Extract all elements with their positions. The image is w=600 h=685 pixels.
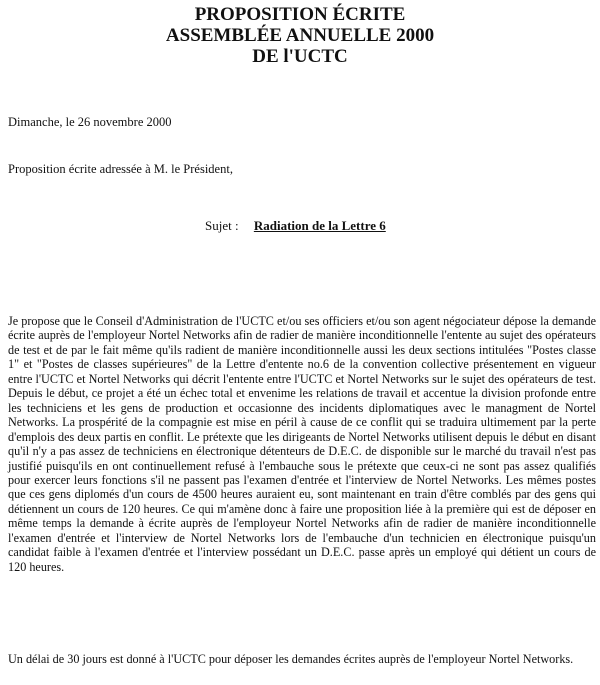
proposal-body-paragraph: Je propose que le Conseil d'Administration de l'UCTC et/ou ses officiers et/ou son agent négociateur dépose la demande écrite auprès de l'employeur Nortel Networks afin de radier de manière inconditionnelle l'entente au sujet des opérateurs de test et de par le fait même qu'ils radient de manière inconditionnelle aussi les deux sections intitulées "Postes classe 1" et "Postes de classes supérieures" de la Lettre d'entente no.6 de la convention collective présentement en vigueur entre l'UCTC et Nortel Networks qui décrit l'entente entre l'UCTC et Nortel Networks sur le sujet des opérateurs de test. Depuis le début, ce projet a été un échec total et envenime les relations de travail et accentue la division profonde entre les techniciens et les gens de production et occasionne des incidents diplomatiques avec le managment de Nortel Networks. La prospérité de la compagnie est mise en péril à cause de ce conflit qui se traduira ultimement par la perte d'emplois des deux partis en conflit. Le prétexte que les dirigeants de Nortel Networks utilisent depuis le début en disant qu'il n'y a pas assez de techniciens en électronique détenteurs de D.E.C. de disponible sur le marché du travail n'est pas justifié puisqu'ils en ont continuellement refusé à l'embauche sous le prétexte que ceux-ci ne sont pas assez qualifiés pour exercer leurs fonctions s'il ne passent pas l'examen d'entrée et l'interview de Nortel Networks. Les mêmes postes que ces gens diplomés d'un cours de 4500 heures auraient eu, sont maintenant en train d'être comblés par des gens qui détiennent un cours de 120 heures. Ce qui m'amène donc à faire une proposition liée à la première qui est de déposer en même temps la demande à écrite auprès de l'employeur Nortel Networks afin de radier de manière inconditionnelle l'examen d'entrée et l'interview de Nortel Networks lors de l'embauche d'un technicien en électronique puisqu'un candidat faible à l'examen d'entrée et l'interview possédant un D.E.C. passe après un employé qui détient un cours de 120 heures. (8, 314, 596, 574)
closing-paragraph: Un délai de 30 jours est donné à l'UCTC pour déposer les demandes écrites auprès de l'employeur Nortel Networks. (8, 652, 574, 666)
document-date: Dimanche, le 26 novembre 2000 (8, 115, 172, 129)
subject-value: Radiation de la Lettre 6 (253, 218, 386, 233)
subject-line (205, 218, 386, 234)
document-heading (0, 4, 600, 67)
heading-line-1: PROPOSITION ÉCRITE (194, 4, 406, 25)
heading-line-3: DE l'UCTC (252, 46, 348, 67)
heading-line-2: ASSEMBLÉE ANNUELLE 2000 (165, 25, 435, 46)
subject-label: Sujet : (205, 218, 239, 233)
salutation-line: Proposition écrite adressée à M. le Président, (8, 162, 233, 176)
